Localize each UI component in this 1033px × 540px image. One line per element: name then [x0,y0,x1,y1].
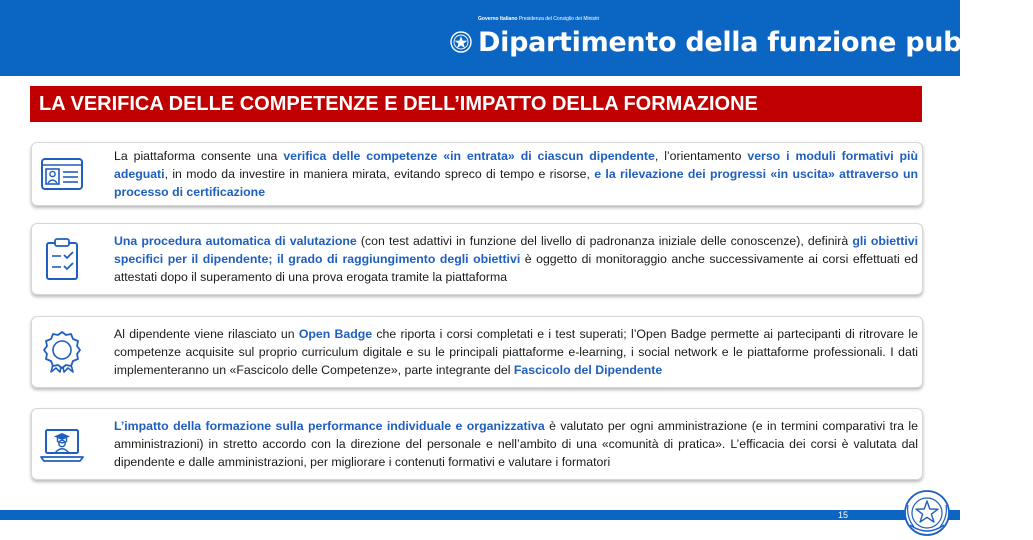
footer-bar [0,510,960,520]
highlight-segment: L’impatto della formazione sulla performance individuale e organizzativa [114,419,545,433]
highlight-segment: verifica delle competenze «in entrata» di ciascun dipendente [283,149,655,163]
text-segment: è oggetto di monitoraggio anche successivamente ai corsi effettuati ed attestati dopo il superamento di una prova erogata tramite la piattaforma [114,252,918,284]
card-text [114,417,918,471]
department-brand [450,22,1033,62]
presidency-name: Presidenza del Consiglio dei Ministri [517,16,600,22]
card-open-badge [31,316,923,388]
text-segment: che riporta i corsi completati e i test superati; l’Open Badge permette ai partecipanti di ritrovare le competenze acquisite sul proprio curriculum digitale e su le principali piattaforme e-learning, i social network e le piattaforme professionali. I dati implementeranno un «Fascicolo delle Competenze», parte integrante del [114,327,918,377]
highlight-segment: e la rilevazione dei progressi «in uscita» attraverso un processo di certificazione [114,167,918,199]
slide-title: LA VERIFICA DELLE COMPETENZE E DELL’IMPATTO DELLA FORMAZIONE [39,92,758,115]
highlight-segment: Fascicolo del Dipendente [513,363,663,377]
text-segment: , in modo da investire in maniera mirata, evitando spreco di tempo e risorse, [164,167,595,181]
italian-republic-emblem-icon [902,489,952,537]
id-card-icon [40,152,84,196]
text-segment: è valutato per ogni amministrazione (e in termini comparativi tra le amministrazioni) in stretto accordo con la direzione del personale e nell’ambito di una «comunità di pratica». L’efficacia dei corsi è valutata dal dipendente e dalle amministrazioni, per migliorare i contenuti formativi e valutare i formatori [114,419,918,469]
laptop-graduate-icon [40,422,84,466]
highlight-segment: verso i moduli formativi più adeguati [114,149,918,181]
text-segment: (con test adattivi in funzione del livello di padronanza iniziale delle conoscenze), definirà [356,234,853,248]
slide-title-bar [30,86,922,122]
highlight-segment: Open Badge [298,327,373,341]
text-segment: , l’orientamento [654,149,748,163]
card-training-impact [31,408,923,480]
italian-emblem-icon [450,31,472,53]
card-text [114,147,918,201]
page-number: 15 [838,510,849,520]
card-text [114,232,918,286]
government-name: Governo Italiano [478,16,518,22]
checklist-clipboard-icon [40,237,84,281]
header-bar [0,0,1033,76]
text-segment: La piattaforma consente una [114,149,284,163]
highlight-segment: Una procedura automatica di valutazione [114,234,357,248]
card-text [114,325,918,379]
card-competence-verification [31,142,923,206]
highlight-segment: gli obiettivi specifici per il dipendente; il grado di raggiungimento degli obiettivi [114,234,918,266]
card-automatic-evaluation [31,223,923,295]
badge-award-icon [40,330,84,374]
department-title: Dipartimento della funzione pubblica [478,26,1033,58]
text-segment: Al dipendente viene rilasciato un [114,327,299,341]
